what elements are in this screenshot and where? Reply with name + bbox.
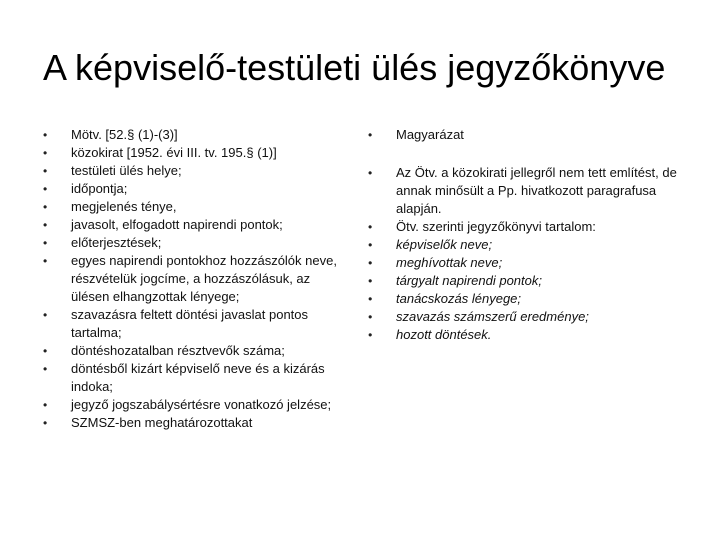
right-list-item: • tanácskozás lényege;: [368, 290, 688, 308]
left-list-item: • közokirat [1952. évi III. tv. 195.§ (1)]: [43, 144, 343, 162]
right-list-item: • tárgyalt napirendi pontok;: [368, 272, 688, 290]
left-column: [43, 126, 343, 432]
left-bullet-list: [43, 126, 343, 432]
left-list-item: • időpontja;: [43, 180, 343, 198]
left-list-item: • jegyző jogszabálysértésre vonatkozó jelzése;: [43, 396, 343, 414]
left-list-item: • előterjesztések;: [43, 234, 343, 252]
slide-title: A képviselő-testületi ülés jegyzőkönyve: [43, 47, 666, 88]
right-list-heading: • Magyarázat: [368, 126, 688, 144]
left-list-item: • Mötv. [52.§ (1)-(3)]: [43, 126, 343, 144]
left-list-item: • döntéshozatalban résztvevők száma;: [43, 342, 343, 360]
right-list-item: • Ötv. szerinti jegyzőkönyvi tartalom:: [368, 218, 688, 236]
right-list-item: • Az Ötv. a közokirati jellegről nem tett említést, de annak minősült a Pp. hivatkozott paragrafusa alapján.: [368, 164, 688, 218]
left-list-item: • szavazásra feltett döntési javaslat pontos tartalma;: [43, 306, 343, 342]
right-list-item: • képviselők neve;: [368, 236, 688, 254]
right-list-item: • meghívottak neve;: [368, 254, 688, 272]
left-list-item: • testületi ülés helye;: [43, 162, 343, 180]
left-list-item: • megjelenés ténye,: [43, 198, 343, 216]
right-column: [368, 126, 688, 344]
left-list-item: • döntésből kizárt képviselő neve és a kizárás indoka;: [43, 360, 343, 396]
left-list-item: • SZMSZ-ben meghatározottakat: [43, 414, 343, 432]
left-list-item: • egyes napirendi pontokhoz hozzászólók neve, részvételük jogcíme, a hozzászólásuk, az ülésen elhangzottak lényege;: [43, 252, 343, 306]
right-list-item: • hozott döntések.: [368, 326, 688, 344]
left-list-item: • javasolt, elfogadott napirendi pontok;: [43, 216, 343, 234]
right-bullet-list: [368, 126, 688, 344]
right-list-item: • szavazás számszerű eredménye;: [368, 308, 688, 326]
